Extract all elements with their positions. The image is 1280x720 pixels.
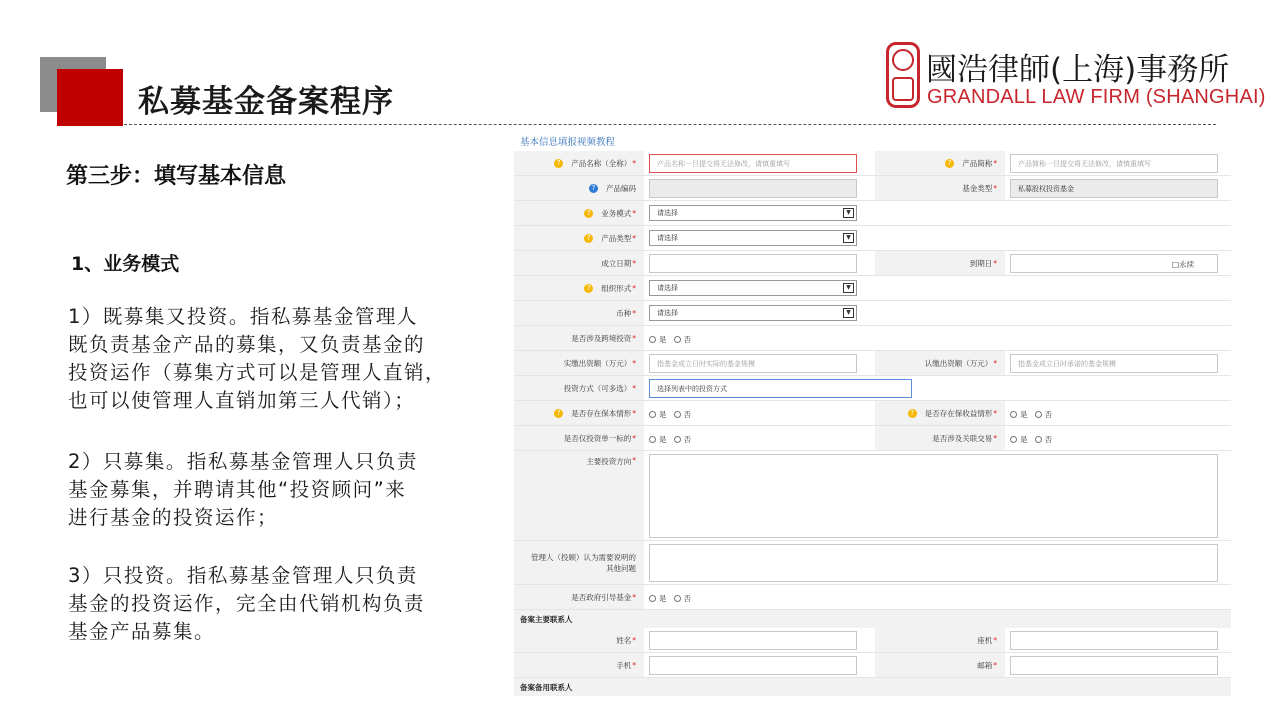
product-code-input — [649, 179, 857, 198]
single-target-radio[interactable]: 是 否 — [649, 434, 691, 445]
title-decoration-red — [57, 69, 123, 126]
form-row — [514, 585, 1231, 610]
currency-label: 币种 * — [514, 301, 644, 325]
business-mode-select[interactable]: 请选择 ▼ — [649, 205, 857, 221]
principal-guarantee-label: ? 是否存在保本情形 * — [514, 401, 644, 425]
paragraph-2: 2）只募集。指私募基金管理人只负责 基金募集，并聘请其他“投资顾问”来 进行基金的投资运作； — [68, 450, 418, 529]
mobile-input[interactable] — [649, 656, 857, 675]
landline-input[interactable] — [1010, 631, 1218, 650]
help-icon[interactable]: ? — [584, 284, 593, 293]
main-direction-textarea[interactable] — [649, 454, 1218, 538]
help-icon[interactable]: ? — [554, 409, 563, 418]
mobile-label: 手机 * — [514, 653, 644, 677]
form-row — [514, 653, 1231, 678]
product-category-label: ? 产品类型 * — [514, 226, 644, 250]
landline-label: 座机 * — [875, 628, 1005, 652]
backup-contact-header: 备案备用联系人 — [514, 678, 1231, 696]
related-trans-label: 是否涉及关联交易 * — [875, 426, 1005, 450]
single-target-label: 是否仅投资单一标的 * — [514, 426, 644, 450]
email-input[interactable] — [1010, 656, 1218, 675]
invest-method-input[interactable]: 选择列表中的投资方式 — [649, 379, 912, 398]
email-label: 邮箱 * — [875, 653, 1005, 677]
other-issues-textarea[interactable] — [649, 544, 1218, 582]
form-row — [514, 276, 1231, 301]
fund-type-input: 私募股权投资基金 — [1010, 179, 1218, 198]
logo-chinese-name: 國浩律師(上海)事務所 — [926, 52, 1230, 88]
principal-guarantee-radio[interactable]: 是 否 — [649, 409, 691, 420]
perpetual-checkbox[interactable]: □永续 — [1172, 260, 1195, 269]
logo-english-name: GRANDALL LAW FIRM (SHANGHAI) — [927, 86, 1266, 108]
product-short-input[interactable]: 产品简称一旦提交将无法修改，请慎重填写 — [1010, 154, 1218, 173]
form-row — [514, 301, 1231, 326]
name-label: 姓名 * — [514, 628, 644, 652]
product-short-label: ? 产品简称 * — [875, 151, 1005, 175]
paragraph-1: 1）既募集又投资。指私募基金管理人 既负责基金产品的募集，又负责基金的 投资运作（募集方式可以是管理人直销， 也可以使管理人直销加第三人代销）； — [68, 305, 447, 412]
product-name-label: ? 产品名称（全称） * — [514, 151, 644, 175]
chevron-down-icon: ▼ — [843, 283, 854, 293]
product-code-label: ? 产品编码 — [514, 176, 644, 200]
gov-guided-label: 是否政府引导基金 * — [514, 585, 644, 609]
product-category-select[interactable]: 请选择 ▼ — [649, 230, 857, 246]
cross-border-label: 是否涉及跨境投资 * — [514, 326, 644, 350]
form-row — [514, 401, 1231, 426]
video-tutorial-link[interactable]: 基本信息填报视频教程 — [520, 137, 616, 148]
basic-info-form — [514, 132, 1231, 698]
subscribed-capital-label: 认缴出资额（万元） * — [875, 351, 1005, 375]
chevron-down-icon: ▼ — [843, 233, 854, 243]
establish-date-label: 成立日期 * — [514, 251, 644, 275]
related-trans-radio[interactable]: 是 否 — [1010, 434, 1052, 445]
form-row — [514, 351, 1231, 376]
paragraph-3: 3）只投资。指私募基金管理人只负责 基金的投资运作，完全由代销机构负责 基金产品募集。 — [68, 564, 426, 643]
return-guarantee-label: ? 是否存在保收益情形 * — [875, 401, 1005, 425]
fund-type-label: 基金类型 * — [875, 176, 1005, 200]
establish-date-input[interactable] — [649, 254, 857, 273]
org-form-select[interactable]: 请选择 ▼ — [649, 280, 857, 296]
form-row — [514, 251, 1231, 276]
step-title: 第三步：填写基本信息 — [66, 163, 287, 189]
help-icon[interactable]: ? — [945, 159, 954, 168]
return-guarantee-radio[interactable]: 是 否 — [1010, 409, 1052, 420]
cross-border-radio[interactable]: 是 否 — [649, 334, 691, 345]
form-row — [514, 326, 1231, 351]
help-icon[interactable]: ? — [584, 209, 593, 218]
paid-capital-label: 实缴出资额（万元） * — [514, 351, 644, 375]
other-issues-label: 管理人（投顾）认为需要说明的 其他问题 — [514, 541, 644, 584]
title-divider — [124, 124, 1216, 125]
help-icon[interactable]: ? — [584, 234, 593, 243]
form-row — [514, 541, 1231, 585]
form-row — [514, 151, 1231, 176]
paid-capital-input[interactable]: 指基金成立日时实际的基金规模 — [649, 354, 857, 373]
form-row — [514, 201, 1231, 226]
currency-select[interactable]: 请选择 ▼ — [649, 305, 857, 321]
help-icon[interactable]: ? — [554, 159, 563, 168]
help-icon[interactable]: ? — [908, 409, 917, 418]
gov-guided-radio[interactable]: 是 否 — [649, 593, 691, 604]
org-form-label: ? 组织形式 * — [514, 276, 644, 300]
name-input[interactable] — [649, 631, 857, 650]
business-mode-label: ? 业务模式 * — [514, 201, 644, 225]
product-name-input[interactable]: 产品名称一旦提交将无法修改，请慎重填写 — [649, 154, 857, 173]
form-row — [514, 628, 1231, 653]
invest-method-label: 投资方式（可多选） * — [514, 376, 644, 400]
form-row — [514, 451, 1231, 541]
subscribed-capital-input[interactable]: 指基金成立日时承诺的基金规模 — [1010, 354, 1218, 373]
expiry-date-label: 到期日 * — [875, 251, 1005, 275]
info-icon[interactable]: ? — [589, 184, 598, 193]
form-row — [514, 176, 1231, 201]
logo-seal-icon — [886, 42, 920, 108]
form-row — [514, 376, 1231, 401]
section-title: 1、业务模式 — [71, 253, 180, 275]
slide-title: 私募基金备案程序 — [138, 84, 394, 120]
main-direction-label: 主要投资方向 * — [514, 451, 644, 540]
form-row — [514, 426, 1231, 451]
chevron-down-icon: ▼ — [843, 308, 854, 318]
form-row — [514, 226, 1231, 251]
chevron-down-icon: ▼ — [843, 208, 854, 218]
primary-contact-header: 备案主要联系人 — [514, 610, 1231, 628]
